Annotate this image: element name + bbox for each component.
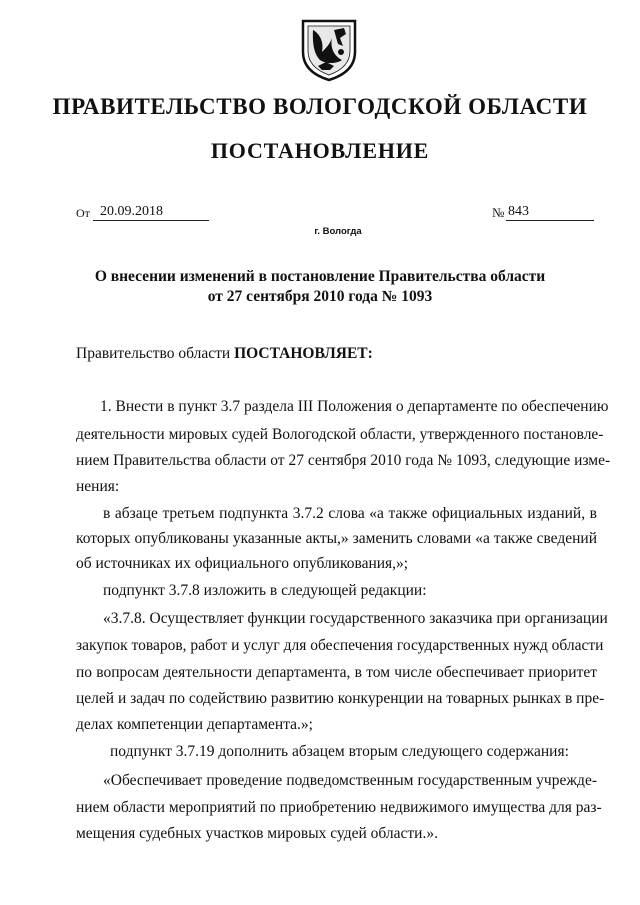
body-line: закупок товаров, работ и услуг для обеспечения государственных нужд области <box>76 637 604 654</box>
document-date: 20.09.2018 <box>100 204 163 219</box>
subject-line-2: от 27 сентября 2010 года № 1093 <box>207 288 433 305</box>
number-underline <box>506 220 594 221</box>
body-line: «3.7.8. Осуществляет функции государственного заказчика при организации <box>103 610 608 627</box>
date-underline <box>93 220 209 221</box>
preamble <box>76 345 373 363</box>
body-line: 1. Внести в пункт 3.7 раздела III Положения о департаменте по обеспечению <box>100 398 609 415</box>
body-line: целей и задач по содействию развитию конкуренции на товарных рынках в пре- <box>76 690 605 707</box>
body-line: нием области мероприятий по приобретению недвижимого имущества для раз- <box>76 799 602 816</box>
body-line: по вопросам деятельности департамента, в том числе обеспечивает приоритет <box>76 664 597 681</box>
body-line: в абзаце третьем подпункта 3.7.2 слова «а также официальных изданий, в <box>103 505 597 522</box>
number-label: № <box>492 205 505 220</box>
body-line: «Обеспечивает проведение подведомственным государственным учрежде- <box>103 772 597 789</box>
preamble-text: Правительство области <box>76 345 231 362</box>
body-line: деятельности мировых судей Вологодской области, утвержденного постановле- <box>76 426 604 443</box>
body-line: нием Правительства области от 27 сентября 2010 года № 1093, следующие изме- <box>76 452 611 469</box>
body-line: об источниках их официального опубликования,»; <box>76 555 409 572</box>
document-number: 843 <box>508 204 529 219</box>
body-line: подпункт 3.7.8 изложить в следующей редакции: <box>103 582 427 599</box>
body-line: делах компетенции департамента.»; <box>76 716 313 733</box>
document-subject <box>0 267 640 307</box>
preamble-emphasis: ПОСТАНОВЛЯЕТ: <box>234 345 373 362</box>
body-line: которых опубликованы указанные акты,» заменить словами «а также сведений <box>76 530 597 547</box>
body-line: нения: <box>76 478 120 495</box>
subject-line-1: О внесении изменений в постановление Правительства области <box>94 268 546 285</box>
city-label: г. Вологда <box>314 226 362 237</box>
document-type-title: ПОСТАНОВЛЕНИЕ <box>210 138 430 163</box>
body-line: мещения судебных участков мировых судей области.». <box>76 825 438 842</box>
organization-title: ПРАВИТЕЛЬСТВО ВОЛОГОДСКОЙ ОБЛАСТИ <box>52 94 588 119</box>
coat-of-arms-emblem <box>300 18 358 82</box>
date-label: От <box>76 206 90 220</box>
body-line: подпункт 3.7.19 дополнить абзацем вторым следующего содержания: <box>110 743 569 760</box>
